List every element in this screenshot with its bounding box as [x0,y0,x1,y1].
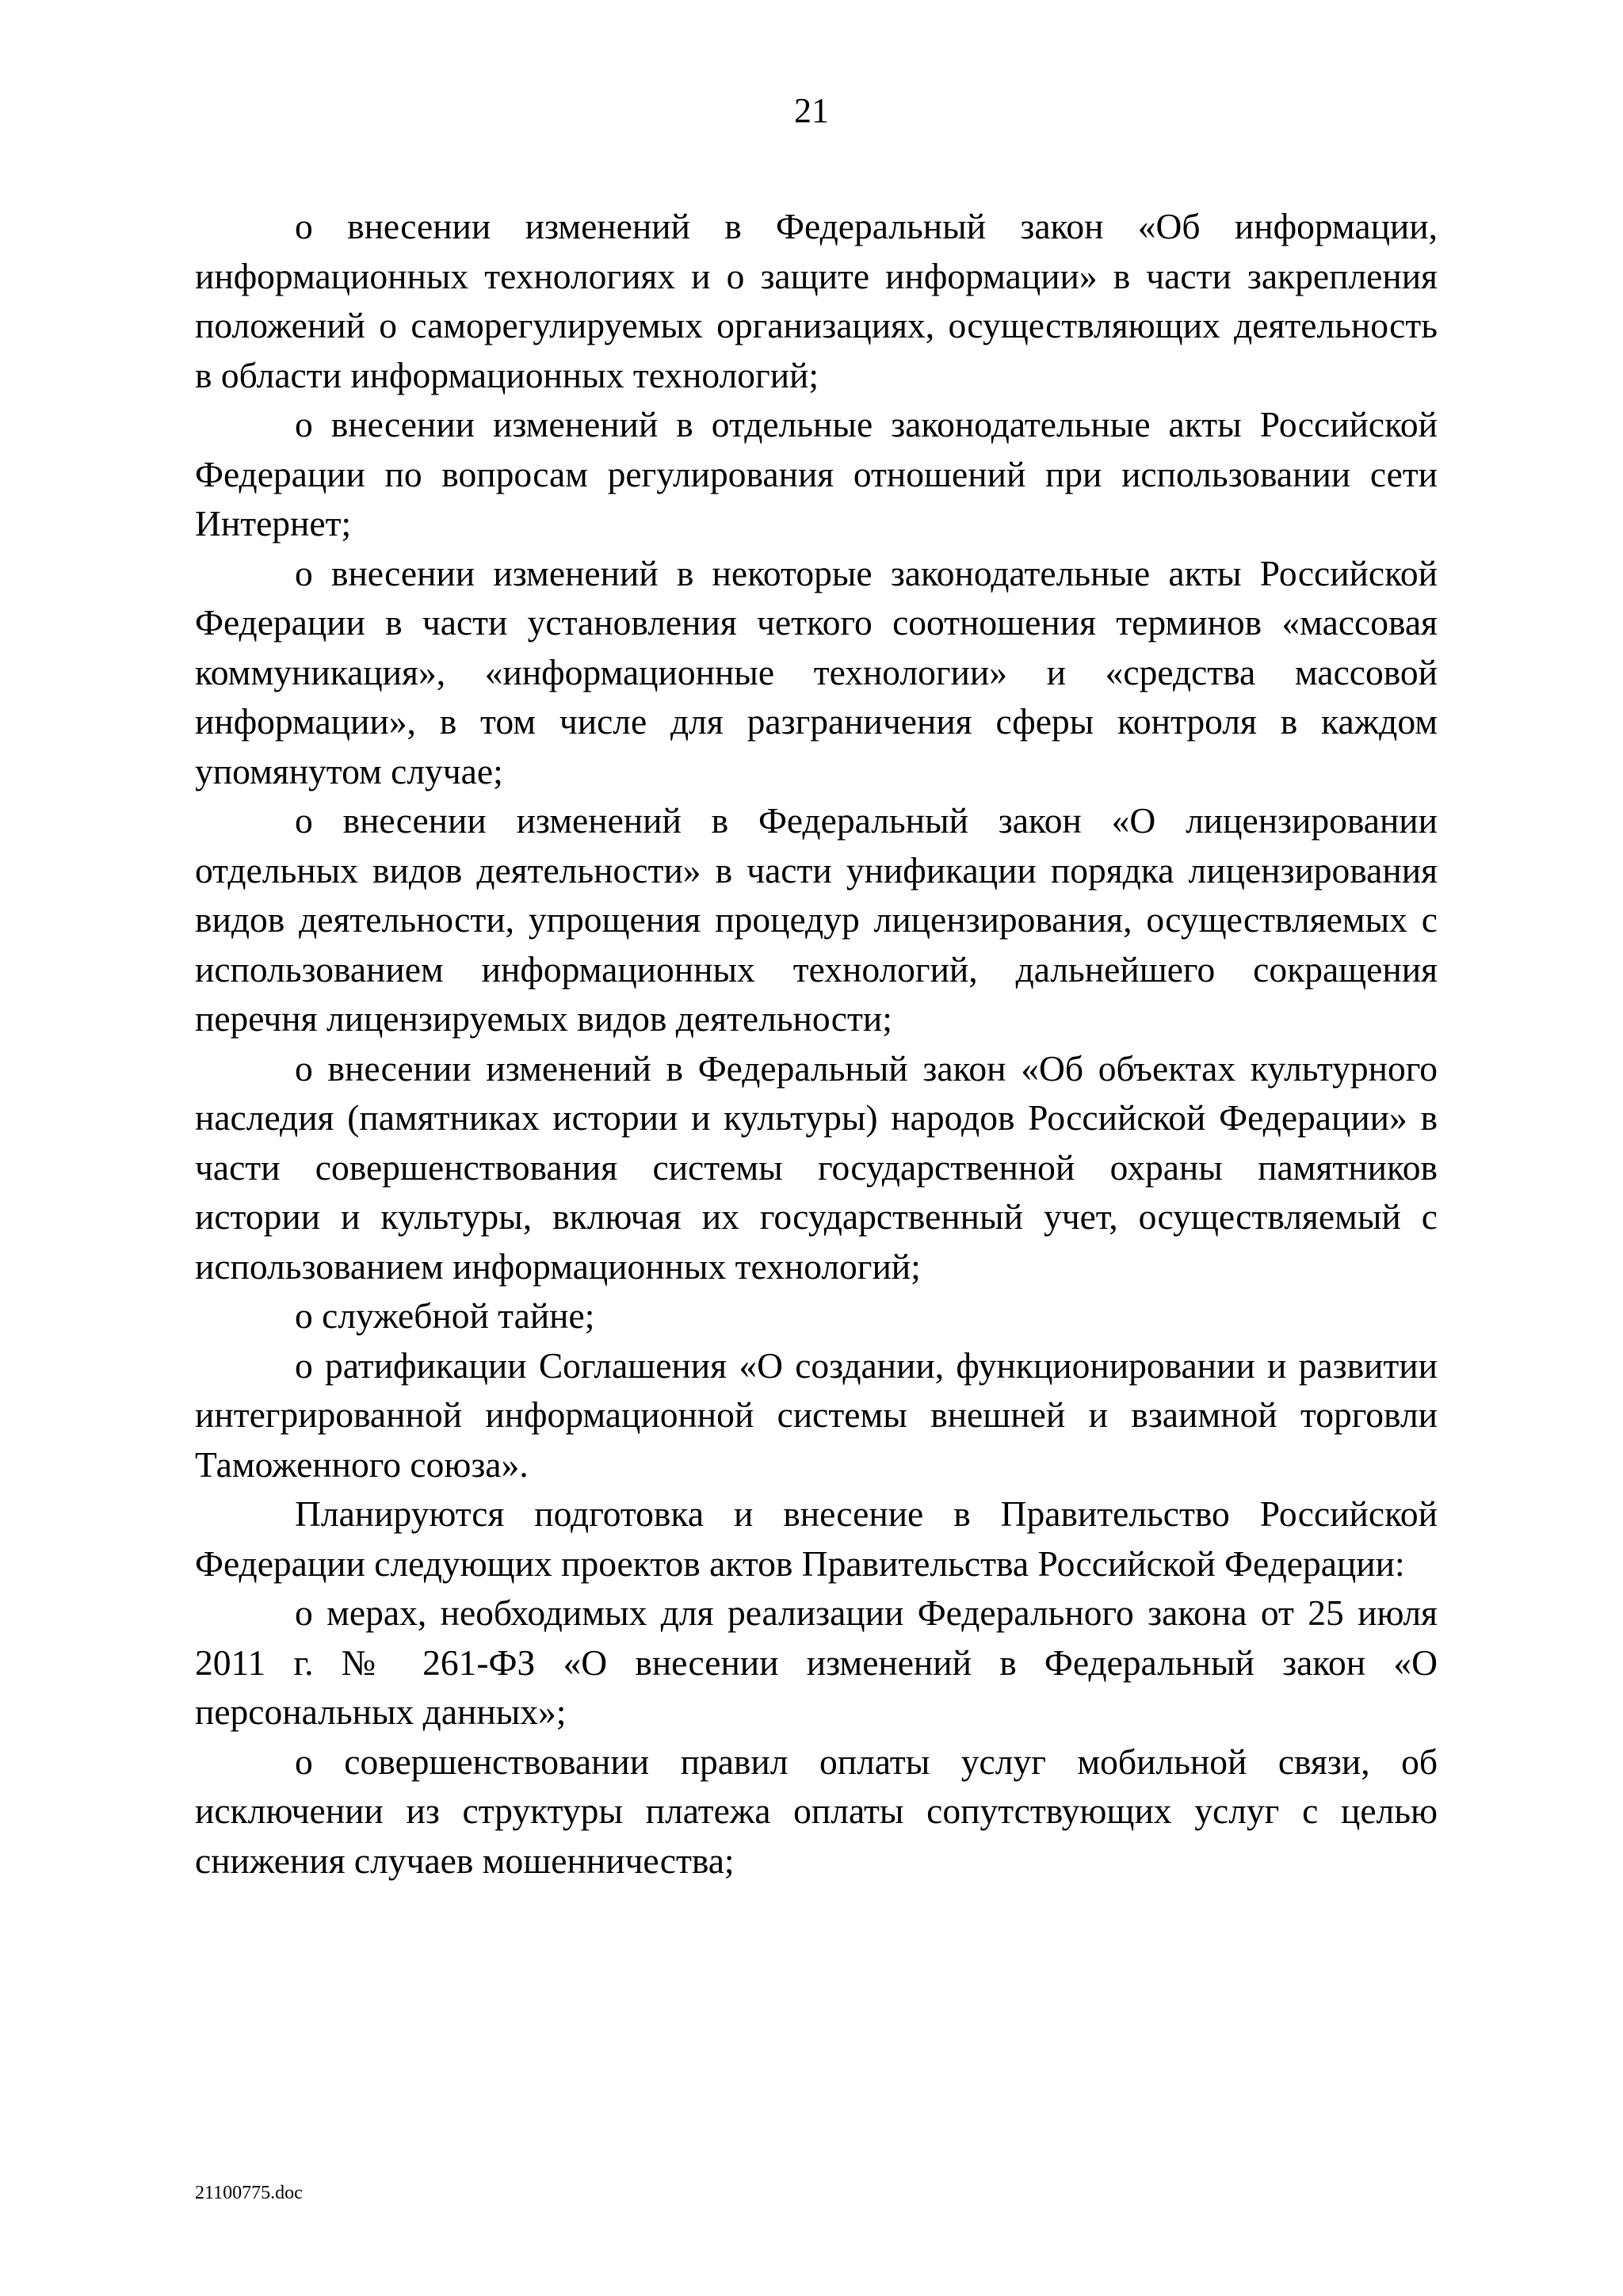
paragraph: о внесении изменений в отдельные законодательные акты Российской Федерации по вопросам регулирования отношений при использовании сети Интернет; [195,404,1438,543]
footer-file-name: 21100775.doc [195,2183,303,2203]
paragraph: о внесении изменений в Федеральный закон «Об информации, информационных технологиях и о защите информации» в части закрепления положений о саморегулируемых организациях, осуществляющих деятельность в области информационных технологий; [195,206,1438,395]
page-number: 21 [794,91,829,130]
paragraph: о внесении изменений в Федеральный закон «Об объектах культурного наследия (памятниках истории и культуры) народов Российской Федерации» в части совершенствования системы государственной охраны памятников истории и культуры, включая их государственный учет, осуществляемый с использованием информационных технологий; [195,1047,1438,1287]
paragraph: о внесении изменений в некоторые законодательные акты Российской Федерации в части установления четкого соотношения терминов «массовая коммуникация», «информационные технологии» и «средства массовой информации», в том числе для разграничения сферы контроля в каждом упомянутом случае; [195,552,1438,791]
paragraph: о совершенствовании правил оплаты услуг мобильной связи, об исключении из структуры платежа оплаты сопутствующих услуг с целью снижения случаев мошенничества; [195,1741,1438,1881]
paragraph: о служебной тайне; [295,1295,595,1336]
paragraph: о внесении изменений в Федеральный закон «О лицензировании отдельных видов деятельности» в части унификации порядка лицензирования видов деятельности, упрощения процедур лицензирования, осуществляемых с использованием информационных технологий, дальнейшего сокращения перечня лицензируемых видов деятельности; [195,800,1438,1039]
paragraph: о ратификации Соглашения «О создании, функционировании и развитии интегрированной информационной системы внешней и взаимной торговли Таможенного союза». [195,1344,1438,1485]
document-body [195,202,1438,1886]
paragraph: Планируются подготовка и внесение в Правительство Российской Федерации следующих проектов актов Правительства Российской Федерации: [195,1493,1438,1584]
paragraph: о мерах, необходимых для реализации Федерального закона от 25 июля 2011 г. № 261-ФЗ «О внесении изменений в Федеральный закон «О персональных данных»; [195,1592,1438,1732]
